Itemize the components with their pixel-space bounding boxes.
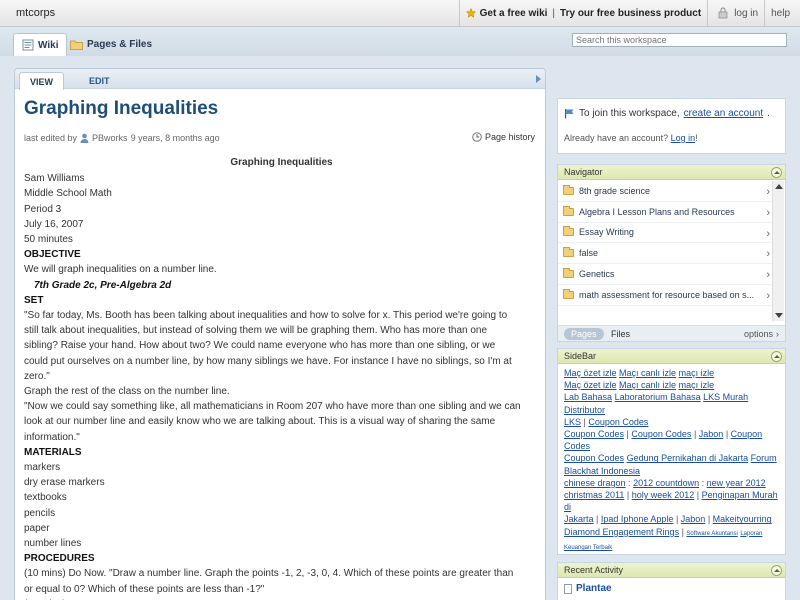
- body-line: pencils: [24, 507, 56, 519]
- navigator-scrollbar[interactable]: [772, 181, 784, 321]
- sidebar-link[interactable]: Forum: [750, 453, 777, 464]
- tab-pages[interactable]: Pages: [564, 328, 604, 340]
- sidebar-link[interactable]: Laboratorium Bahasa: [614, 392, 701, 403]
- sidebar-link[interactable]: LKS Murah: [703, 392, 749, 403]
- join-line: [564, 108, 770, 119]
- navigator-item[interactable]: [558, 181, 773, 202]
- separator: |: [694, 490, 702, 501]
- body-line: Middle School Math: [24, 188, 112, 200]
- body-line: "So far today, Ms. Booth has been talking about inequalities and how to solve for x. This period we're going to: [24, 310, 508, 322]
- body-line: PROCEDURES: [24, 553, 95, 565]
- promo-links: [460, 0, 708, 26]
- navigator-item-label: 8th grade science: [579, 185, 651, 196]
- sidebar-link[interactable]: Jabon: [680, 514, 706, 525]
- sidebar-link[interactable]: Laporan: [740, 530, 763, 537]
- page-body: [24, 155, 539, 600]
- try-business-link[interactable]: Try our free business product: [560, 7, 702, 19]
- join-prefix: To join this workspace,: [579, 108, 680, 119]
- get-free-wiki-link[interactable]: Get a free wiki: [479, 7, 548, 19]
- chevron-right-icon[interactable]: [536, 75, 541, 83]
- sidebar-line: [564, 416, 781, 428]
- body-line: (10 mins) Do Now. "Draw a number line. Graph the points -1, 2, -3, 0, 4. Which of these points are greater than: [24, 568, 514, 580]
- recent-item[interactable]: [564, 583, 612, 594]
- body-line: information.": [24, 431, 80, 443]
- body-line: textbooks: [24, 492, 67, 504]
- user-icon: [80, 133, 89, 143]
- page-history-link[interactable]: [472, 132, 535, 142]
- navigator-item-label: Genetics: [579, 269, 615, 280]
- sidebar-link[interactable]: Distributor: [564, 404, 606, 415]
- tab-edit[interactable]: EDIT: [89, 75, 110, 86]
- sidebar-link[interactable]: Makeityourring: [712, 514, 772, 525]
- body-line: Period 3: [24, 203, 62, 215]
- sidebar-line: [564, 391, 781, 415]
- sidebar-link[interactable]: Jakarta: [564, 514, 594, 525]
- edit-time: 9 years, 8 months ago: [130, 133, 220, 143]
- sidebar-link[interactable]: maçı izle: [678, 368, 715, 378]
- chevron-right-icon: ›: [766, 206, 770, 219]
- scroll-down-icon[interactable]: [775, 313, 783, 318]
- folder-icon: [563, 249, 574, 257]
- help-link-wrap: [765, 0, 800, 26]
- separator: |: [593, 514, 601, 525]
- separator: |: [624, 429, 632, 440]
- sidebar-link[interactable]: Diamond Engagement Rings: [564, 526, 680, 537]
- sidebar-link[interactable]: Coupon Codes: [631, 429, 692, 440]
- body-line: still talk about inequalities, but instead of solving them we will be graphing them. Who has more than one: [24, 325, 488, 337]
- document-icon: [564, 584, 572, 594]
- login-link[interactable]: log in: [734, 7, 759, 19]
- body-line: zero.": [24, 370, 50, 382]
- navigator-item[interactable]: [558, 243, 773, 264]
- body-line: We will graph inequalities on a number line.: [24, 264, 217, 276]
- sidebar-link[interactable]: Coupon Codes: [564, 429, 763, 452]
- body-line: OBJECTIVE: [24, 249, 81, 261]
- sidebar-link[interactable]: Penginapan Murah di: [564, 490, 778, 513]
- navigator-item[interactable]: [558, 202, 773, 223]
- folder-icon: [563, 228, 574, 236]
- sidebar-link[interactable]: Software Akuntansi: [686, 530, 738, 537]
- chevron-right-icon: ›: [776, 329, 779, 339]
- wiki-icon: [22, 39, 34, 51]
- body-line: "Now we could say something like, all mathematicians in Room 207 who have more than one sibling and we can: [24, 401, 521, 413]
- sidebar-link[interactable]: Maç özet izle: [564, 368, 617, 378]
- scroll-up-icon[interactable]: [775, 184, 783, 189]
- sidebar-panel: [557, 348, 786, 555]
- body-line: dry erase markers: [24, 477, 105, 489]
- recent-item-link[interactable]: Plantae: [576, 583, 612, 594]
- bang: !: [695, 133, 698, 143]
- separator: |: [679, 526, 687, 537]
- body-line: SET: [24, 294, 44, 306]
- page-content: [14, 68, 546, 600]
- body-line: sibling? Raise your hand. How about two? We could name everyone who has more than one sibling, or we: [24, 340, 496, 352]
- already-text: Already have an account?: [564, 133, 669, 143]
- sidebar-line: [564, 452, 781, 464]
- separator: |: [705, 514, 713, 525]
- body-line: Graph the rest of the class on the number line.: [24, 386, 230, 398]
- tab-view[interactable]: VIEW: [19, 72, 64, 90]
- folder-icon: [563, 270, 574, 278]
- recent-activity-panel: [557, 562, 786, 600]
- sidebar-line: [564, 465, 781, 477]
- tab-pages-files[interactable]: [62, 33, 160, 56]
- sidebar-link[interactable]: Coupon Codes: [564, 429, 625, 440]
- sidebar-link[interactable]: chinese dragon: [564, 477, 626, 488]
- top-bar: [0, 0, 800, 27]
- navigator-panel: [557, 164, 786, 342]
- editor-name[interactable]: PBworks: [92, 133, 128, 143]
- tab-wiki-label: Wiki: [38, 39, 59, 51]
- sidebar-line: [564, 513, 781, 525]
- sidebar-link[interactable]: Keuangan Terbaik: [564, 544, 613, 551]
- chevron-right-icon: ›: [766, 289, 770, 302]
- separator: |: [691, 429, 699, 440]
- sidebar-link[interactable]: Maçı canlı izle: [619, 368, 677, 378]
- folder-icon: [563, 187, 574, 195]
- sidebar-link[interactable]: Coupon Codes: [564, 453, 625, 464]
- sidebar-link[interactable]: Ipad Iphone Apple: [600, 514, 674, 525]
- navigator-list: [558, 181, 773, 306]
- recent-title: Recent Activity: [564, 565, 624, 575]
- sidebar-line: [564, 428, 781, 452]
- sidebar-link[interactable]: Maç özet izle: [564, 380, 617, 391]
- body-line: could put ourselves on a number line, by how many siblings we have. For instance I have no siblings, so I'm at: [24, 355, 512, 367]
- body-line: July 16, 2007: [24, 218, 84, 230]
- body-line: Sam Williams: [24, 173, 85, 185]
- workspace-name[interactable]: mtcorps: [16, 7, 56, 19]
- sidebar-link[interactable]: Lab Bahasa: [564, 392, 613, 403]
- navigator-header: [558, 165, 785, 180]
- sidebar-line: [564, 367, 781, 379]
- join-period: .: [767, 108, 770, 119]
- sidebar-link[interactable]: holy week 2012: [631, 490, 695, 501]
- meta-label: last edited by: [24, 133, 78, 143]
- navigator-item[interactable]: [558, 223, 773, 244]
- sidebar-link[interactable]: Jabon: [698, 429, 724, 440]
- navigator-item-label: Algebra I Lesson Plans and Resources: [579, 206, 735, 217]
- sidebar-link[interactable]: Maçı canlı izle: [619, 380, 677, 391]
- collapse-icon[interactable]: [771, 565, 782, 576]
- options-button[interactable]: [744, 329, 779, 339]
- body-line: markers: [24, 462, 61, 474]
- body-title: Graphing Inequalities: [230, 157, 333, 168]
- folder-icon: [563, 291, 574, 299]
- lock-icon: [718, 7, 728, 19]
- chevron-right-icon: ›: [766, 269, 770, 282]
- chevron-right-icon: ›: [766, 248, 770, 261]
- sidebar-link[interactable]: Gedung Pernikahan di Jakarta: [626, 453, 749, 464]
- top-links: [459, 0, 800, 26]
- navigator-footer: [558, 325, 786, 342]
- navigator-item-label: false: [579, 248, 599, 259]
- sidebar-link[interactable]: new year 2012: [706, 477, 766, 488]
- view-edit-bar: [15, 69, 545, 89]
- star-icon: [466, 8, 476, 18]
- collapse-icon[interactable]: [771, 351, 782, 362]
- sidebar-link[interactable]: Coupon Codes: [588, 416, 649, 427]
- join-box: [557, 98, 786, 154]
- body-line: 7th Grade 2c, Pre-Algebra 2d: [34, 279, 172, 291]
- separator: |: [673, 514, 681, 525]
- separator: |: [581, 416, 589, 427]
- sidebar-link[interactable]: Blackhat Indonesia: [564, 465, 641, 476]
- navigator-item[interactable]: [558, 264, 773, 285]
- search-input[interactable]: [572, 33, 787, 47]
- folder-icon: [70, 39, 83, 50]
- separator: :: [625, 477, 634, 488]
- login-link-side[interactable]: Log in: [670, 133, 696, 143]
- tab-files[interactable]: Files: [611, 329, 631, 339]
- recent-header: [558, 563, 785, 578]
- sidebar-line: [564, 526, 781, 540]
- separator: |: [624, 490, 632, 501]
- navigator-item-label: Essay Writing: [579, 227, 634, 238]
- tab-wiki[interactable]: [13, 33, 67, 56]
- page-meta: [24, 133, 220, 143]
- navigator-item[interactable]: [558, 285, 773, 306]
- chevron-right-icon: ›: [766, 186, 770, 198]
- navigator-title: Navigator: [564, 167, 603, 177]
- separator: :: [699, 477, 707, 488]
- body-line: or equal to 0? Which of these points are less than -1?": [24, 583, 265, 595]
- separator: |: [723, 429, 731, 440]
- navigator-item-label: math assessment for resource based on s...: [579, 289, 755, 300]
- help-link[interactable]: help: [771, 7, 790, 19]
- page-history-label: Page history: [484, 132, 535, 142]
- body-line: MATERIALS: [24, 446, 82, 458]
- sidebar-line: [564, 540, 781, 554]
- sidebar-body: [564, 367, 781, 555]
- sidebar-line: [564, 489, 781, 513]
- body-lines: [24, 171, 539, 600]
- body-line: paper: [24, 522, 50, 534]
- sidebar-link[interactable]: maçı izle: [678, 380, 715, 391]
- page-title: Graphing Inequalities: [24, 98, 219, 119]
- clock-icon: [472, 132, 482, 142]
- sidebar-link[interactable]: christmas 2011: [564, 490, 625, 501]
- separator: |: [552, 7, 556, 19]
- flag-icon: [564, 108, 575, 119]
- sidebar-header: [558, 349, 785, 364]
- body-line: number lines: [24, 538, 82, 550]
- folder-icon: [563, 208, 574, 216]
- tab-pages-label: Pages & Files: [87, 39, 153, 50]
- already-line: [564, 133, 698, 143]
- sidebar-link[interactable]: LKS: [564, 416, 582, 427]
- sidebar-line: [564, 379, 781, 391]
- options-label: options: [743, 329, 773, 339]
- create-account-link[interactable]: create an account: [683, 108, 764, 119]
- chevron-right-icon: ›: [766, 227, 770, 240]
- collapse-icon[interactable]: [771, 167, 782, 178]
- sidebar-line: [564, 477, 781, 489]
- body-line: look at our number line and easily know who we are talking about. This is a visual way of sharing the same: [24, 416, 496, 428]
- main-tabs: [0, 28, 800, 56]
- sidebar-title: SideBar: [564, 351, 597, 361]
- sidebar-link[interactable]: 2012 countdown: [633, 477, 700, 488]
- body-line: 50 minutes: [24, 234, 73, 246]
- login-link-wrap: [708, 0, 764, 26]
